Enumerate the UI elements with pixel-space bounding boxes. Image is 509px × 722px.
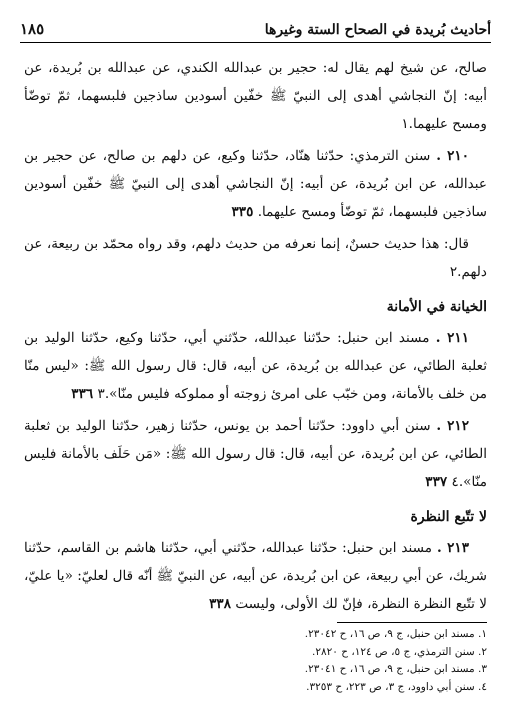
hadith-text: سنن أبي داوود: حدّثنا أحمد بن يونس، حدّثنا زهير، حدّثنا الوليد بن ثعلبة الطائي، عن ابن بُريدة، عن أبيه، قال: قال رسول الله ﷺ: «مَن حَلَف بالأمانة فليس منّا».٤ bbox=[24, 418, 487, 490]
hadith-number: ٢١١ . bbox=[435, 330, 470, 346]
footnote: ٣. مسند ابن حنبل، ج ٩، ص ١٦، ح ٢٣٠٤١. bbox=[304, 663, 487, 675]
hadith-text: مسند ابن حنبل: حدّثنا عبدالله، حدّثني أبي، حدّثنا وكيع، حدّثنا الوليد بن ثعلبة الطائي، عن عبدالله بن بُريدة، عن أبيه، قال: قال رسول الله ﷺ: «ليس منّا من خلف بالأمانة، ومن خبّب على امرئ زوجته أو مملوكه فليس منّا».٣ bbox=[24, 330, 487, 402]
hadith-212 bbox=[24, 412, 487, 496]
commentary-paragraph: قال: هذا حديث حسنٌ، إنما نعرفه من حديث دلهم، وقد رواه محمّد بن ربيعة، عن دلهم.٢ bbox=[24, 236, 487, 280]
running-title: أحاديث بُريدة في الصحاح الستة وغيرها bbox=[264, 22, 491, 38]
hadith-number: ٢١٢ . bbox=[436, 418, 469, 434]
hadith-211 bbox=[24, 324, 487, 408]
footnote: ١. مسند ابن حنبل، ج ٩، ص ١٦، ح ٢٣٠٤٢. bbox=[304, 628, 487, 640]
paragraph-continuation: صالح، عن شيخ لهم يقال له: حجير بن عبدالله الكندي، عن عبدالله بن بُريدة، عن أبيه: إنّ النجاشي أهدى إلى النبيّ ﷺ خفّين أسودين ساذجين فلبسهما، ثمّ توضّأ ومسح عليهما.١ bbox=[24, 60, 487, 132]
section-heading: الخيانة في الأمانة bbox=[386, 299, 487, 315]
hadith-number: ٢١٠ . bbox=[436, 148, 470, 164]
footnote-divider bbox=[337, 622, 487, 623]
hadith-number: ٢١٣ . bbox=[437, 540, 469, 556]
hadith-text: مسند ابن حنبل: حدّثنا عبدالله، حدّثني أبي، حدّثنا هاشم بن القاسم، حدّثنا شريك، عن أبي ربيعة، عن ابن بُريدة، عن أبيه، عن النبيّ ﷺ أنّه قال لعليّ: «يا عليّ، لا تتّبع النظرة النظرة، فإنّ لك الأولى، وليست bbox=[24, 540, 487, 612]
reference-number: ٣٣٥ bbox=[231, 204, 254, 220]
running-header bbox=[20, 14, 491, 43]
page-body bbox=[24, 54, 487, 622]
hadith-213 bbox=[24, 534, 487, 618]
section-heading: لا تتّبع النظرة bbox=[410, 509, 487, 525]
footnotes bbox=[150, 626, 487, 696]
reference-number: ٣٣٦ bbox=[71, 386, 94, 402]
footnote: ٢. سنن الترمذي، ج ٥، ص ١٢٤، ح ٢٨٢٠. bbox=[312, 645, 487, 658]
page-number: ١٨٥ bbox=[20, 20, 45, 38]
reference-number: ٣٣٨ bbox=[209, 596, 231, 612]
hadith-210 bbox=[24, 142, 487, 226]
reference-number: ٣٣٧ bbox=[425, 474, 448, 490]
hadith-text: سنن الترمذي: حدّثنا هنّاد، حدّثنا وكيع، عن دلهم بن صالح، عن حجير بن عبدالله، عن ابن بُريدة، عن أبيه: إنّ النجاشي أهدى إلى النبيّ ﷺ خفّين أسودين ساذجين فلبسهما، ثمّ توضّأ ومسح عليهما. bbox=[24, 148, 487, 220]
footnote: ٤. سنن أبي داوود، ج ٣، ص ٢٢٣، ح ٣٢٥٣. bbox=[306, 680, 487, 693]
